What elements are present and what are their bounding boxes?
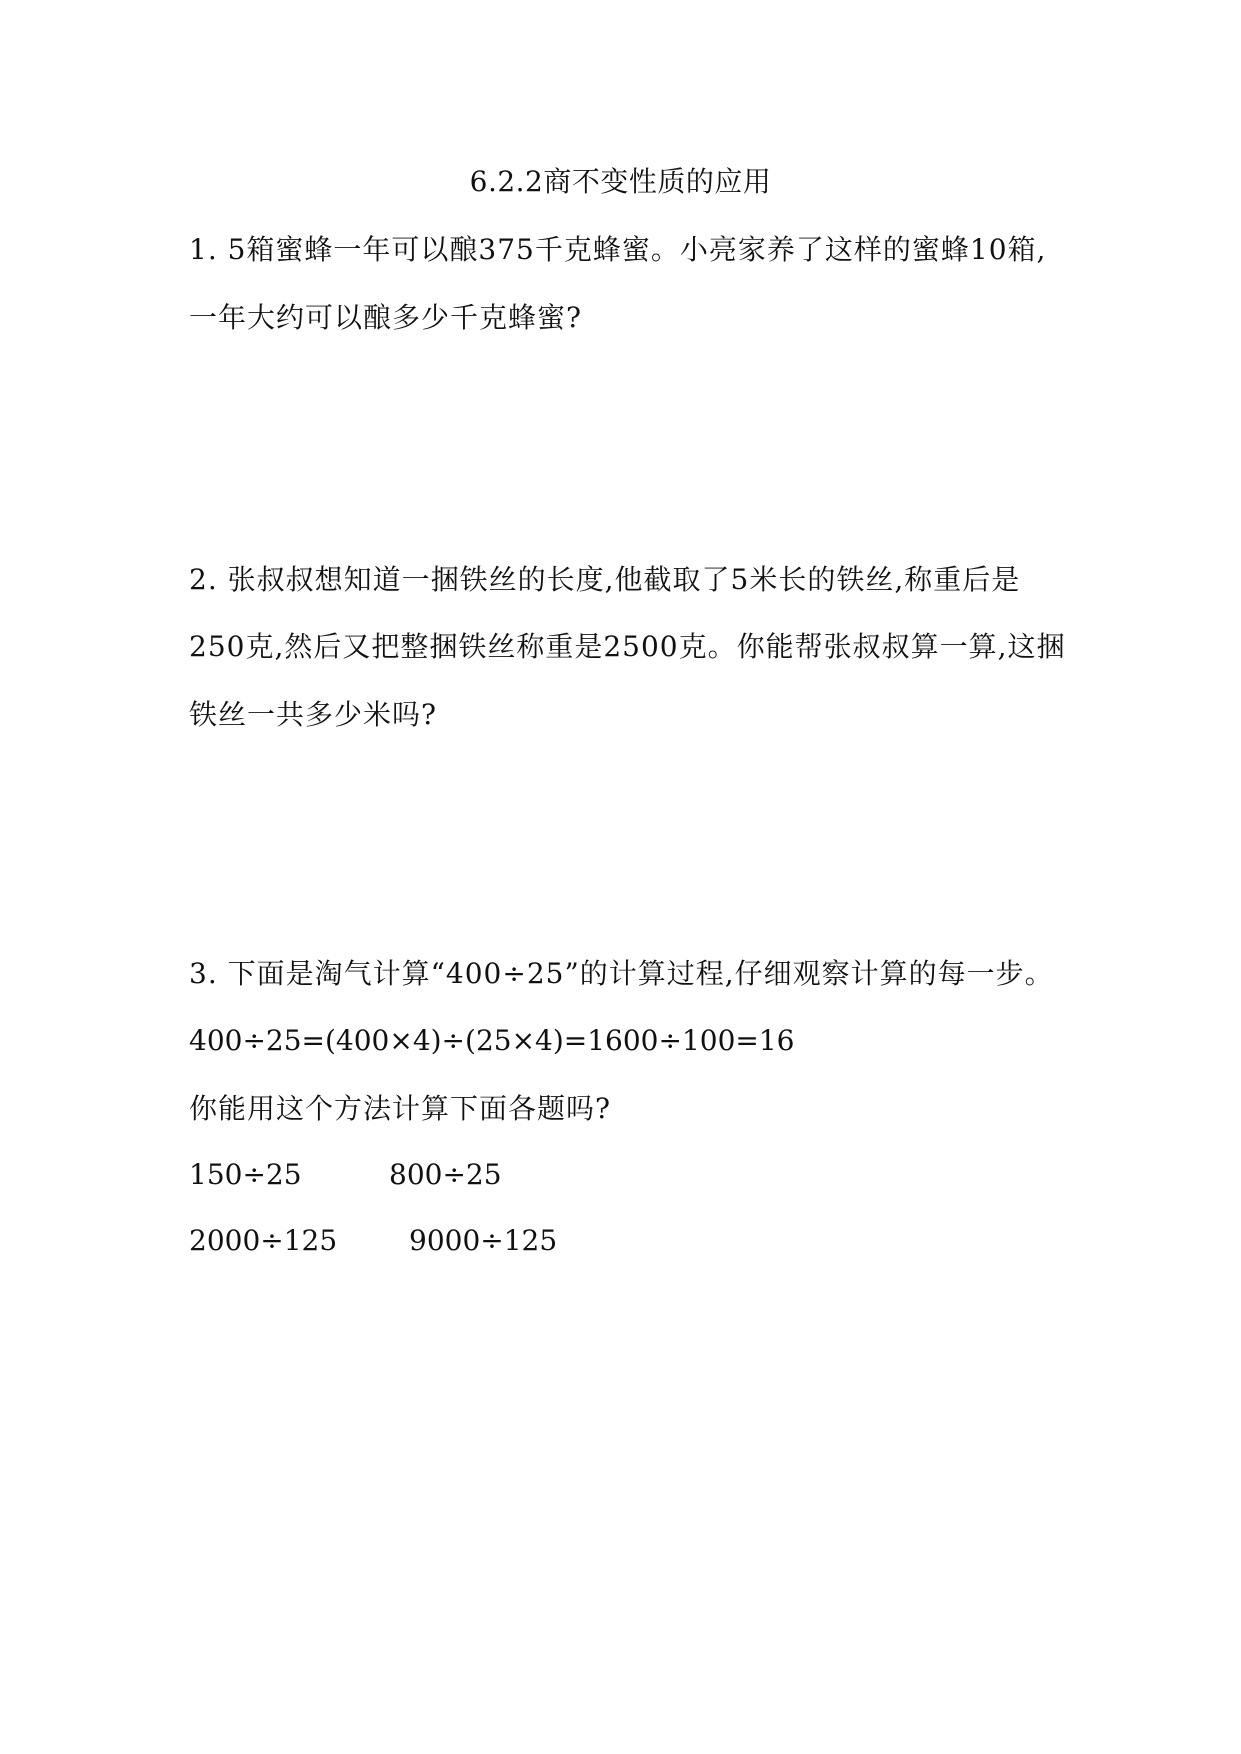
question-3-line-1: 3. 下面是淘气计算“400÷25”的计算过程,仔细观察计算的每一步。 [189,957,1054,990]
question-2-line-1: 2. 张叔叔想知道一捆铁丝的长度,他截取了5米长的铁丝,称重后是 [189,563,1021,596]
question-1-line-1: 1. 5箱蜜蜂一年可以酿375千克蜂蜜。小亮家养了这样的蜜蜂10箱, [189,233,1047,266]
exercise-item: 9000÷125 [409,1224,558,1257]
exercise-item: 150÷25 [189,1158,302,1191]
exercise-item: 800÷25 [389,1158,502,1191]
question-2-line-3: 铁丝一共多少米吗? [189,698,438,731]
question-2-line-2: 250克,然后又把整捆铁丝称重是2500克。你能帮张叔叔算一算,这捆 [189,630,1066,663]
exercise-item: 2000÷125 [189,1224,338,1257]
page-title: 6.2.2商不变性质的应用 [469,165,772,198]
question-3-example: 400÷25=(400×4)÷(25×4)=1600÷100=16 [189,1024,795,1057]
question-3-prompt: 你能用这个方法计算下面各题吗? [189,1092,612,1125]
question-1-line-2: 一年大约可以酿多少千克蜂蜜? [189,301,583,334]
